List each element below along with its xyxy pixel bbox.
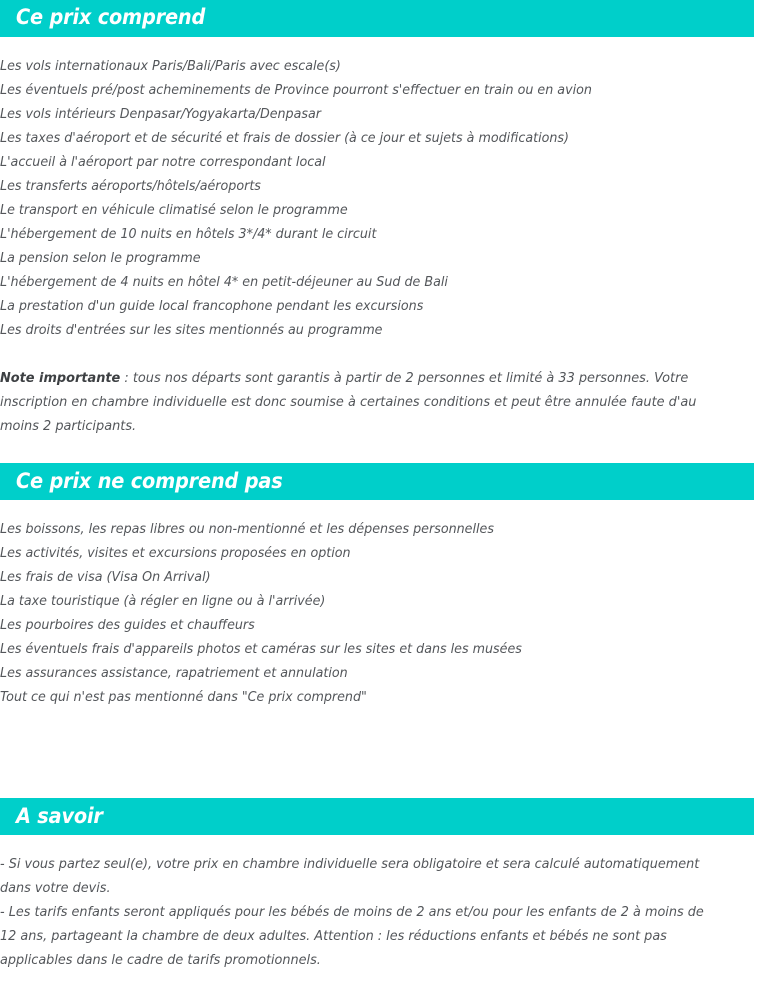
list-item: Les éventuels frais d'appareils photos et caméras sur les sites et dans les musées <box>0 641 522 657</box>
not-included-list <box>0 517 754 709</box>
section-header-not-included <box>0 463 754 500</box>
list-item: La pension selon le programme <box>0 250 201 266</box>
section-title-not-included: Ce prix ne comprend pas <box>16 469 283 493</box>
list-item: L'accueil à l'aéroport par notre correspondant local <box>0 154 326 170</box>
list-item: L'hébergement de 4 nuits en hôtel 4* en petit-déjeuner au Sud de Bali <box>0 274 448 290</box>
list-item: Les pourboires des guides et chauffeurs <box>0 617 255 633</box>
section-header-good-to-know <box>0 798 754 835</box>
important-note-text: : tous nos départs sont garantis à partir de 2 personnes et limité à 33 personnes. Votre inscription en chambre individuelle est donc soumise à certaines conditions et peut être annulée faute d'au moins 2 participants. <box>0 370 697 434</box>
list-item: Les assurances assistance, rapatriement et annulation <box>0 665 348 681</box>
section-header-included <box>0 0 754 37</box>
important-note-label: Note importante <box>0 370 121 386</box>
list-item: Les vols intérieurs Denpasar/Yogyakarta/Denpasar <box>0 106 322 122</box>
list-item: Les taxes d'aéroport et de sécurité et frais de dossier (à ce jour et sujets à modifications) <box>0 130 570 146</box>
list-item: Le transport en véhicule climatisé selon le programme <box>0 202 348 218</box>
list-item: La taxe touristique (à régler en ligne ou à l'arrivée) <box>0 593 326 609</box>
list-item: L'hébergement de 10 nuits en hôtels 3*/4* durant le circuit <box>0 226 377 242</box>
section-title-good-to-know: A savoir <box>16 804 103 828</box>
paragraph: - Les tarifs enfants seront appliqués pour les bébés de moins de 2 ans et/ou pour les enfants de 2 à moins de 12 ans, partageant la chambre de deux adultes. Attention : les réductions enfants et bébés ne sont pas applicables dans le cadre de tarifs promotionnels. <box>0 904 704 968</box>
included-list <box>0 54 754 342</box>
paragraph: - Si vous partez seul(e), votre prix en chambre individuelle sera obligatoire et sera calculé automatiquement dans votre devis. <box>0 856 700 896</box>
list-item: Les boissons, les repas libres ou non-mentionné et les dépenses personnelles <box>0 521 494 537</box>
list-item: Les frais de visa (Visa On Arrival) <box>0 569 211 585</box>
important-note <box>0 366 718 438</box>
list-item: La prestation d'un guide local francophone pendant les excursions <box>0 298 424 314</box>
list-item: Les droits d'entrées sur les sites mentionnés au programme <box>0 322 383 338</box>
list-item: Tout ce qui n'est pas mentionné dans "Ce prix comprend" <box>0 689 367 705</box>
good-to-know-body <box>0 852 714 972</box>
list-item: Les vols internationaux Paris/Bali/Paris avec escale(s) <box>0 58 341 74</box>
list-item: Les activités, visites et excursions proposées en option <box>0 545 351 561</box>
list-item: Les éventuels pré/post acheminements de Province pourront s'effectuer en train ou en avion <box>0 82 592 98</box>
section-title-included: Ce prix comprend <box>16 5 206 29</box>
list-item: Les transferts aéroports/hôtels/aéroports <box>0 178 261 194</box>
